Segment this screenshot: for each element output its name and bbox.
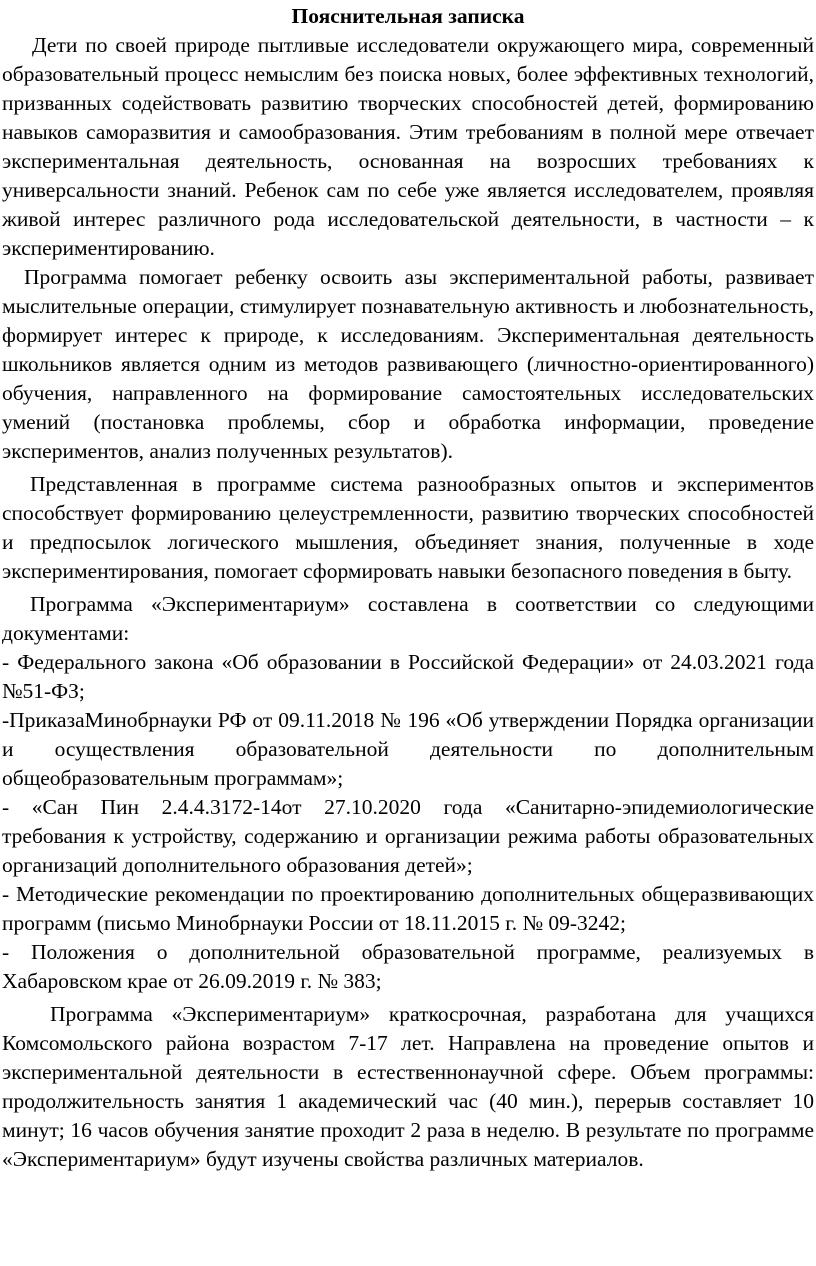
list-item: - Положения о дополнительной образовательной программе, реализуемых в Хабаровском крае от 26.09.2019 г. № 383;	[2, 940, 814, 993]
paragraph-program-summary: Программа «Экспериментариум» краткосрочная, разработана для учащихся Комсомольского района возрастом 7-17 лет. Направлена на проведение опытов и экспериментальной деятельности в естественнонаучной сфере. Объем программы: продолжительность занятия 1 академический час (40 мин.), перерыв составляет 10 минут; 16 часов обучения занятие проходит 2 раза в неделю. В результате по программе «Экспериментариум» будут изучены свойства различных материалов.	[2, 1002, 814, 1171]
document-title: Пояснительная записка	[291, 4, 525, 28]
list-item: - Федерального закона «Об образовании в Российской Федерации» от 24.03.2021 года №51-ФЗ;	[2, 650, 814, 703]
list-item: -ПриказаМинобрнауки РФ от 09.11.2018 № 196 «Об утверждении Порядка организации и осуществления образовательной деятельности по дополнительным общеобразовательным программам»;	[2, 708, 814, 790]
documents-list	[2, 648, 814, 996]
paragraph-documents-intro: Программа «Экспериментариум» составлена в соответствии со следующими документами:	[2, 592, 814, 645]
paragraph-program-benefits: Программа помогает ребенку освоить азы экспериментальной работы, развивает мыслительные операции, стимулирует познавательную активность и любознательность, формирует интерес к природе, к исследованиям. Экспериментальная деятельность школьников является одним из методов развивающего (личностно-ориентированного) обучения, направленного на формирование самостоятельных исследовательских умений (постановка проблемы, сбор и обработка информации, проведение экспериментов, анализ полученных результатов).	[2, 265, 814, 463]
list-item: - «Сан Пин 2.4.4.3172-14от 27.10.2020 года «Санитарно-эпидемиологические требования к устройству, содержанию и организации режима работы образовательных организаций дополнительного образования детей»;	[2, 795, 814, 877]
list-item: - Методические рекомендации по проектированию дополнительных общеразвивающих программ (письмо Минобрнауки России от 18.11.2015 г. № 09-3242;	[2, 882, 814, 935]
paragraph-intro: Дети по своей природе пытливые исследователи окружающего мира, современный образовательный процесс немыслим без поиска новых, более эффективных технологий, призванных содействовать развитию творческих способностей детей, формированию навыков саморазвития и самообразования. Этим требованиям в полной мере отвечает экспериментальная деятельность, основанная на возросших требованиях к универсальности знаний. Ребенок сам по себе уже является исследователем, проявляя живой интерес различного рода исследовательской деятельности, в частности – к экспериментированию.	[2, 33, 814, 260]
paragraph-experiments-system: Представленная в программе система разнообразных опытов и экспериментов способствует формированию целеустремленности, развитию творческих способностей и предпосылок логического мышления, объединяет знания, полученные в ходе экспериментирования, помогает сформировать навыки безопасного поведения в быту.	[2, 472, 814, 583]
